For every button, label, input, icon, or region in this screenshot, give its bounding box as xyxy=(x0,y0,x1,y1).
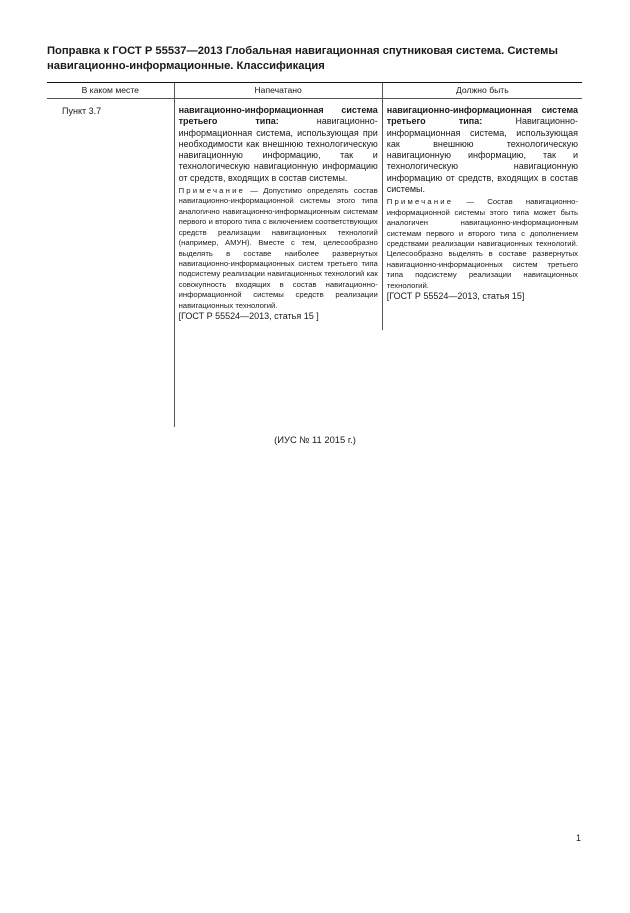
cell-should-be xyxy=(382,99,582,330)
ius-reference: (ИУС № 11 2015 г.) xyxy=(274,434,356,445)
printed-note-label: Примечание xyxy=(178,186,246,196)
printed-note xyxy=(179,186,378,311)
corrections-table xyxy=(47,82,582,427)
page-number: 1 xyxy=(576,833,582,843)
table-header-row xyxy=(47,83,582,99)
table-row xyxy=(47,99,582,427)
cell-printed xyxy=(174,99,382,427)
should-note xyxy=(387,197,578,291)
printed-definition-text: навигационно-информационная система, использующая при необходимости как внешнюю технологическую навигационную информацию, так и технологическую навигационную информацию от средств, входящих в состав системы. xyxy=(178,116,378,183)
document-title: Поправка к ГОСТ Р 55537—2013 Глобальная навигационная спутниковая система. Системы навигационно-информационные. Классификация xyxy=(47,45,558,72)
should-definition xyxy=(387,105,578,195)
header-place: В каком месте xyxy=(81,85,139,95)
should-term: навигационно-информационная система третьего типа: xyxy=(386,105,578,127)
header-printed: Напечатано xyxy=(174,83,382,98)
should-note-text: — Состав навигационно-информационной системы этого типа может быть аналогичен навигационно-информационным системам первого и второго типа с дополнением средствами реализации навигационных технологий. Целесообразно выделять в составе развернутых навигационно-информационных систем третьего типа подсистему реализации навигационных технологий. xyxy=(386,197,578,290)
cell-place: Пункт 3.7 xyxy=(62,106,102,116)
printed-reference: [ГОСТ Р 55524—2013, статья 15 ] xyxy=(178,310,319,321)
should-note-label: Примечание xyxy=(386,197,454,207)
header-should-be: Должно быть xyxy=(382,83,582,98)
should-reference: [ГОСТ Р 55524—2013, статья 15] xyxy=(386,291,525,302)
printed-term: навигационно-информационная система третьего типа: xyxy=(178,105,378,127)
printed-note-text: — Допустимо определять состав навигационно-информационной системы этого типа аналогично навигационно-информационным системам первого и второго типа с включением соответствующих средств реализации навигационных технологий (например, АМУН). Вместе с тем, целесообразно выделять в составе наиболее развернутых навигационно-информационных систем третьего типа подсистему реализации навигационных технологий как совокупность входящих в состав навигационно-информационной системы средств реализации навигационных технологий. xyxy=(178,186,378,310)
printed-definition xyxy=(179,105,378,184)
should-definition-text: Навигационно-информационная система, использующая как внешнюю технологическую навигационную информацию, так и технологическую навигационную информацию от средств, входящих в состав системы. xyxy=(386,116,578,195)
